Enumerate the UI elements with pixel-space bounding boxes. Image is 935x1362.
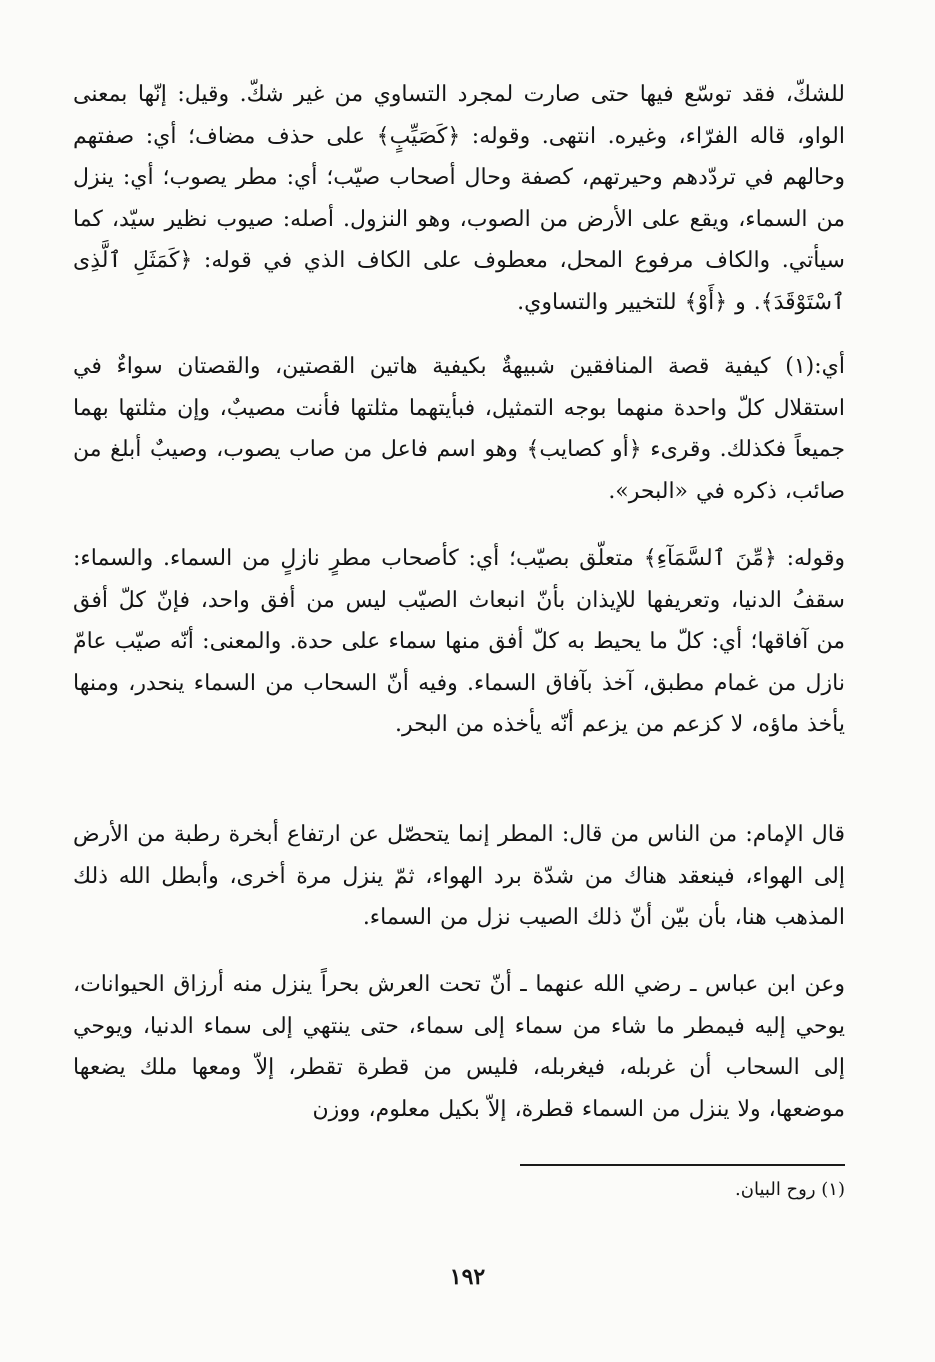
paragraph-1: للشكّ، فقد توسّع فيها حتى صارت لمجرد التساوي من غير شكّ. وقيل: إنّها بمعنى الواو، قاله الفرّاء، وغيره. انتهى. وقوله: ﴿كَصَيِّبٍ﴾ على حذف مضاف؛ أي: صفتهم وحالهم في تردّدهم وحيرتهم، كصفة وحال أصحاب صيّب؛ أي: مطر يصوب؛ أي: ينزل من السماء، ويقع على الأرض من الصوب، وهو النزول. أصله: صيوب نظير سيّد، كما سيأتي. والكاف مرفوع المحل، معطوف على الكاف الذي في قوله: ﴿كَمَثَلِ ٱلَّذِى ٱسْتَوْقَدَ﴾. و ﴿أَوْ﴾ للتخيير والتساوي. [73,82,845,315]
footnote: (١) روح البيان. [735,1179,845,1200]
page-number: ١٩٢ [449,1264,486,1290]
footnote-divider [520,1164,845,1166]
paragraph-5: وعن ابن عباس ـ رضي الله عنهما ـ أنّ تحت العرش بحراً ينزل منه أرزاق الحيوانات، يوحي إليه فيمطر ما شاء من سماء إلى سماء، حتى ينتهي إلى سماء الدنيا، ويوحي إلى السحاب أن غربله، فيغربله، فليس من قطرة تقطر، إلاّ ومعها ملك يضعها موضعها، ولا ينزل من السماء قطرة، إلاّ بكيل معلوم، ووزن [73,972,845,1122]
paragraph-4: قال الإمام: من الناس من قال: المطر إنما يتحصّل عن ارتفاع أبخرة رطبة من الأرض إلى الهواء، فينعقد هناك من شدّة برد الهواء، ثمّ ينزل مرة أخرى، وأبطل الله ذلك المذهب هنا، بأن بيّن أنّ ذلك الصيب نزل من السماء. [73,822,845,930]
paragraph-2: أي:(١) كيفية قصة المنافقين شبيهةٌ بكيفية هاتين القصتين، والقصتان سواءٌ في استقلال كلّ واحدة منهما بوجه التمثيل، فبأيتهما مثلتها فأنت مصيبٌ، وإن مثلتها بهما جميعاً فكذلك. وقرىء ﴿أو كصايب﴾ وهو اسم فاعل من صاب يصوب، وصيبٌ أبلغ من صائب، ذكره في «البحر». [73,354,845,504]
paragraph-3: وقوله: ﴿مِّنَ ٱلسَّمَآءِ﴾ متعلّق بصيّب؛ أي: كأصحاب مطرٍ نازلٍ من السماء. والسماء: سقفُ الدنيا، وتعريفها للإيذان بأنّ انبعاث الصيّب ليس من أفق واحد، فإنّ كلّ أفق من آفاقها؛ أي: كلّ ما يحيط به كلّ أفق منها سماء على حدة. والمعنى: أنّه صيّب عامّ نازل من غمام مطبق، آخذ بآفاق السماء. وفيه أنّ السحاب من السماء ينحدر، ومنها يأخذ ماؤه، لا كزعم من يزعم أنّه يأخذه من البحر. [73,546,845,737]
